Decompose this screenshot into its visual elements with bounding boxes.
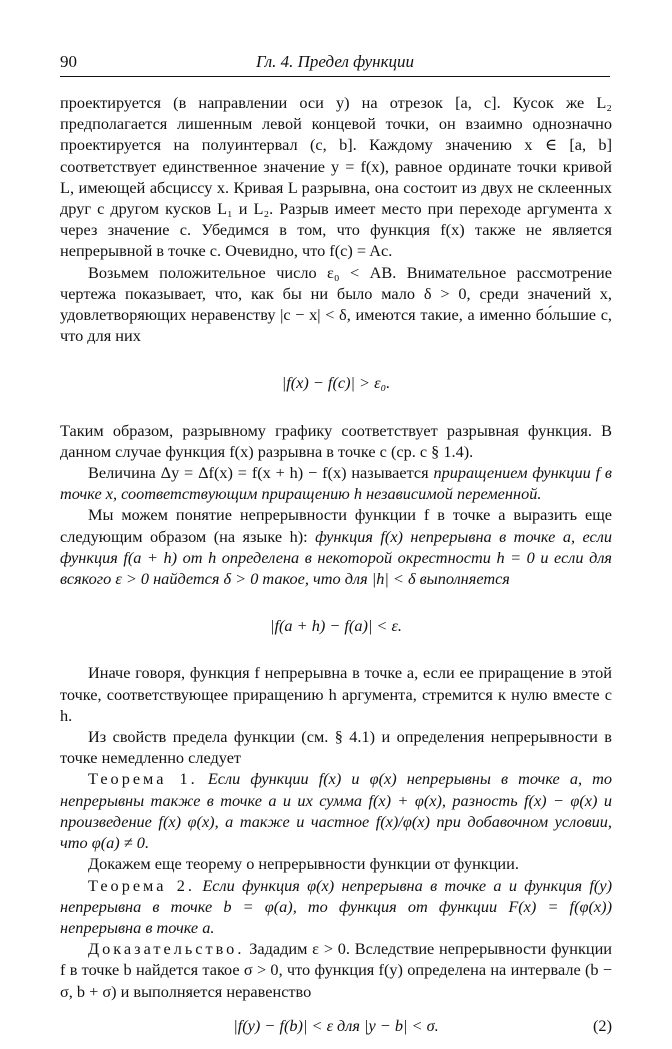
- formula-1: |f(x) − f(c)| > ε₀.: [281, 373, 391, 393]
- theorem-1: [60, 768, 612, 853]
- paragraph-5-definition: функция f(x) непрерывна в точке a, если функция f(a + h) от h определена в некоторой окрестности h = 0 и если для всякого ε > 0 найдется δ > 0 такое, что для |h| < δ выполняется: [60, 526, 612, 589]
- paragraph-1: проектируется (в направлении оси y) на отрезок [a, c]. Кусок же L₂ предполагается лишенным левой концевой точки, он взаимно однозначно проектируется на полуинтервал (c, b]. Каждому значению x ∈ [a, b] соответствует единственное значение y = f(x), равное ординате точки кривой L, имеющей абсциссу x. Кривая L разрывна, она состоит из двух не склеенных друг с другом кусков L₁ и L₂. Разрыв имеет место при переходе аргумента x через значение c. Убедимся в том, что функция f(x) также не является непрерывной в точке c. Очевидно, что f(c) = Ac.: [60, 93, 612, 261]
- equation-number: (2): [593, 1015, 612, 1035]
- proof-text: Зададим ε > 0. Вследствие непрерывности функции f в точке b найдется такое σ > 0, что функция f(y) определена на интервале (b − σ, b + σ) и выполняется неравенство: [60, 939, 612, 1001]
- theorem-2-label: Теорема 2.: [88, 875, 195, 895]
- formula-3: [60, 1015, 612, 1036]
- formula-2: |f(a + h) − f(a)| < ε.: [270, 616, 402, 636]
- paragraph-3: Таким образом, разрывному графику соответствует разрывная функция. В данном случае функция f(x) разрывна в точке c (ср. с § 1.4).: [60, 420, 612, 461]
- paragraph-2: Возьмем положительное число ε₀ < AB. Внимательное рассмотрение чертежа показывает, что, как бы ни было мало δ > 0, среди значений x, удовлетворяющих неравенству |c − x| < δ, имеются такие, а именно бо́льшие c, что для них: [60, 262, 612, 346]
- page-body: [60, 92, 612, 1049]
- paragraph-5-text: Мы можем понятие непрерывности функции f в точке a выразить еще следующим образом (на языке h):: [60, 505, 612, 546]
- paragraph-5: [60, 504, 612, 589]
- paragraph-8: Докажем еще теорему о непрерывности функции от функции.: [88, 854, 519, 874]
- paragraph-7: Из свойств предела функции (см. § 4.1) и определения непрерывности в точке немедленно следует: [60, 727, 612, 768]
- paragraph-6: Иначе говоря, функция f непрерывна в точке a, если ее приращение в этой точке, соответствующее приращению h аргумента, стремится к нулю вместе с h.: [60, 663, 612, 725]
- theorem-2-statement: Если функция φ(x) непрерывна в точке a и функция f(y) непрерывна в точке b = φ(a), то функция от функции F(x) = f(φ(x)) непрерывна в точке a.: [60, 875, 612, 937]
- theorem-1-statement: Если функции f(x) и φ(x) непрерывны в точке a, то непрерывны также в точке a и их сумма f(x) + φ(x), разность f(x) − φ(x) и произведение f(x) φ(x), а также и частное f(x)/φ(x) при добавочном условии, что φ(a) ≠ 0.: [60, 769, 613, 853]
- theorem-2: [60, 875, 612, 939]
- proof-label: Доказательство.: [88, 939, 245, 959]
- page-header: [60, 50, 610, 77]
- formula-3-expression: |f(y) − f(b)| < ε для |y − b| < σ.: [233, 1015, 439, 1035]
- running-title: Гл. 4. Предел функции: [255, 52, 415, 71]
- paragraph-4-definition: приращением функции f в точке x, соответствующим приращению h независимой переменной.: [60, 463, 612, 504]
- proof: [60, 938, 612, 1002]
- paragraph-4: [60, 462, 612, 504]
- theorem-1-label: Теорема 1.: [88, 769, 198, 789]
- paragraph-4-text: Величина Δy = Δf(x) = f(x + h) − f(x) называется: [88, 463, 429, 483]
- page-number: 90: [60, 52, 77, 71]
